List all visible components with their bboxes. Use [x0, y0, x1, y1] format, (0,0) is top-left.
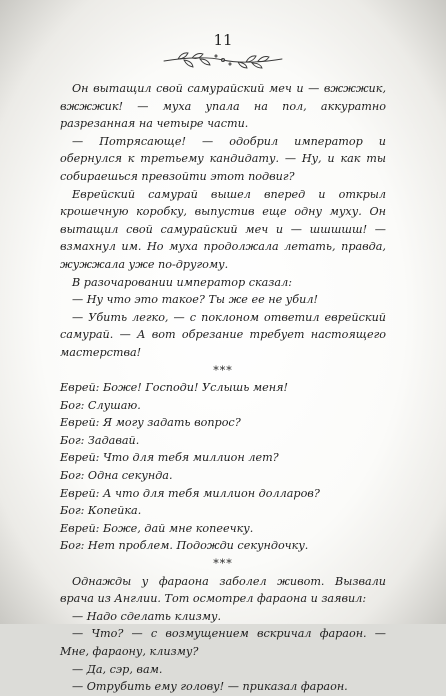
page-text: [60, 80, 386, 696]
dialogue-line: Бог: Слушаю.: [60, 398, 141, 412]
paragraph: — Ну что это такое? Ты же ее не убил!: [72, 293, 318, 307]
paragraph: — Отрубить ему голову! — приказал фараон.: [72, 680, 348, 694]
dialogue-line: Бог: Задавай.: [60, 433, 140, 447]
paragraph: Еврейский самурай вышел вперед и открыл крошечную коробку, выпустив еще одну муху. Он вытащил свой самурайский меч и — шшшшш! — взмахнул им. Но муха продолжала летать, правда, жужжала уже по-другому.: [60, 187, 386, 271]
paragraph: Однажды у фараона заболел живот. Вызвали врача из Англии. Тот осмотрел фараона и заявил:: [60, 574, 386, 606]
page-number: 11: [213, 31, 233, 49]
section-separator: ***: [213, 363, 233, 377]
dialogue-line: Еврей: А что для тебя миллион долларов?: [60, 486, 320, 500]
paragraph: Он вытащил свой самурайский меч и — вжжжик, вжжжик! — муха упала на пол, аккуратно разрезанная на четыре части.: [60, 82, 386, 131]
dialogue-line: Бог: Нет проблем. Подожди секундочку.: [60, 539, 309, 553]
paragraph: — Надо сделать клизму.: [72, 609, 222, 623]
dialogue-line: Еврей: Что для тебя миллион лет?: [60, 451, 279, 465]
dialogue-line: Бог: Копейка.: [60, 504, 142, 518]
laurel-ornament: [158, 48, 288, 72]
section-separator: ***: [213, 557, 233, 571]
paragraph: — Потрясающе! — одобрил император и обернулся к третьему кандидату. — Ну, и как ты собираешься превзойти этот подвиг?: [60, 134, 386, 183]
dialogue-line: Еврей: Боже! Господи! Услышь меня!: [60, 381, 289, 395]
dialogue-line: Еврей: Боже, дай мне копеечку.: [60, 521, 254, 535]
paragraph: — Что? — с возмущением вскричал фараон. — Мне, фараону, клизму?: [60, 627, 386, 658]
dialogue-line: Бог: Одна секунда.: [60, 469, 173, 483]
paragraph: В разочаровании император сказал:: [72, 275, 292, 289]
paragraph: — Убить легко, — с поклоном ответил еврейский самурай. — А вот обрезание требует настоящего мастерства!: [60, 310, 386, 359]
paragraph: — Да, сэр, вам.: [72, 662, 163, 676]
dialogue-line: Еврей: Я могу задать вопрос?: [60, 416, 241, 430]
